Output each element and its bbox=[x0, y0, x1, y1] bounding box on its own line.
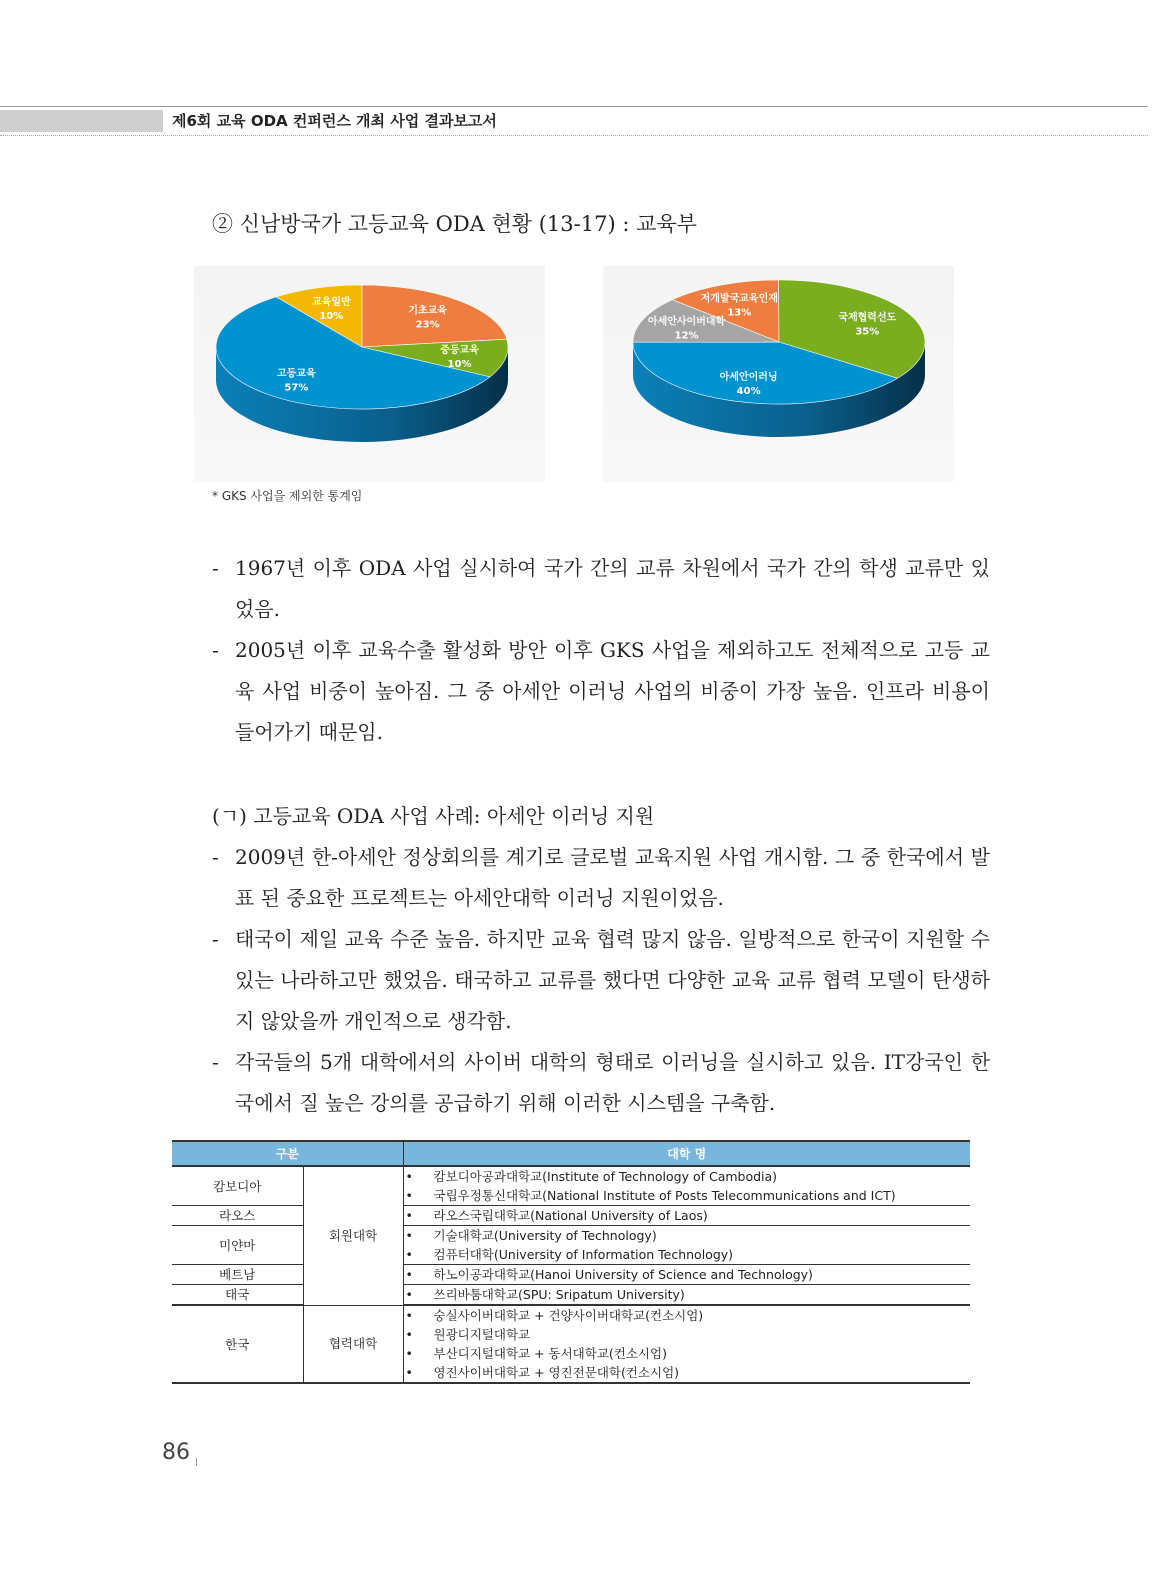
slice-percent: 40% bbox=[736, 386, 761, 398]
header-category: 구분 bbox=[172, 1141, 403, 1166]
member-type-cell: 회원대학 bbox=[303, 1166, 403, 1305]
slice-percent: 23% bbox=[415, 319, 440, 331]
slice-label: 중등교육 bbox=[440, 344, 479, 356]
header-university-name: 대학 명 bbox=[403, 1141, 970, 1166]
slice-label: 교육일반 bbox=[312, 296, 351, 308]
slice-label: 아세안이러닝 bbox=[719, 372, 778, 384]
country-cell: 라오스 bbox=[172, 1206, 303, 1226]
dash: - bbox=[212, 845, 219, 869]
country-cell: 태국 bbox=[172, 1285, 303, 1306]
chart-footnote: * GKS 사업을 제외한 통계임 bbox=[212, 489, 363, 503]
paragraph-text: 2005년 이후 교육수출 활성화 방안 이후 GKS 사업을 제외하고도 전체적으로 고등 교육 사업 비중이 높아짐. 그 중 아세안 이러닝 사업의 비중이 가장 높음. 인프라 비용이 들어가기 때문임. bbox=[235, 638, 990, 744]
university-list bbox=[403, 1305, 970, 1383]
pie-chart-2-svg bbox=[603, 266, 956, 482]
list-item: • 쓰리바툼대학교(SPU: Sripatum University) bbox=[404, 1285, 971, 1304]
dash: - bbox=[212, 556, 219, 580]
partner-type-cell: 협력대학 bbox=[303, 1305, 403, 1383]
section-title: ② 신남방국가 고등교육 ODA 현황 (13-17) : 교육부 bbox=[212, 212, 697, 236]
paragraph-text: 태국이 제일 교육 수준 높음. 하지만 교육 협력 많지 않음. 일방적으로 한국이 지원할 수 있는 나라하고만 했었음. 태국하고 교류를 했다면 다양한 교육 교류 협력 모델이 탄생하지 않았을까 개인적으로 생각함. bbox=[235, 927, 990, 1033]
paragraph-text: 각국들의 5개 대학에서의 사이버 대학의 형태로 이러닝을 실시하고 있음. IT강국인 한국에서 질 높은 강의를 공급하기 위해 이러한 시스템을 구축함. bbox=[235, 1050, 990, 1115]
table-header-row bbox=[172, 1141, 970, 1166]
slice-percent: 35% bbox=[855, 326, 880, 338]
table-row bbox=[172, 1265, 970, 1285]
list-item: • 국립우정통신대학교(National Institute of Posts Telecommunications and ICT) bbox=[404, 1186, 971, 1205]
table-row bbox=[172, 1206, 970, 1226]
bullet-paragraph bbox=[212, 837, 990, 919]
slice-label: 저개발국교육인재 bbox=[700, 293, 778, 305]
page-number: 86 bbox=[162, 1440, 190, 1465]
pie-chart-1-svg bbox=[194, 266, 545, 482]
dash: - bbox=[212, 638, 219, 662]
table-row bbox=[172, 1166, 970, 1206]
pie-chart-1 bbox=[194, 266, 545, 482]
dash: - bbox=[212, 1050, 219, 1074]
list-item: • 숭실사이버대학교 + 건양사이버대학교(컨소시엄) bbox=[404, 1306, 971, 1325]
university-list bbox=[403, 1166, 970, 1206]
country-cell: 캄보디아 bbox=[172, 1166, 303, 1206]
list-item: • 라오스국립대학교(National University of Laos) bbox=[404, 1206, 971, 1225]
page-number-divider bbox=[196, 1458, 197, 1466]
university-table bbox=[172, 1140, 970, 1384]
list-item: • 하노이공과대학교(Hanoi University of Science and Technology) bbox=[404, 1265, 971, 1284]
list-item: • 영진사이버대학교 + 영진전문대학(컨소시엄) bbox=[404, 1363, 971, 1382]
slice-percent: 57% bbox=[284, 382, 309, 394]
bullet-paragraph bbox=[212, 548, 990, 630]
list-item: • 컴퓨터대학(University of Information Technology) bbox=[404, 1245, 971, 1264]
bullet-paragraph bbox=[212, 919, 990, 1042]
dash: - bbox=[212, 927, 219, 951]
university-list bbox=[403, 1285, 970, 1306]
body-section-2 bbox=[212, 796, 990, 1124]
running-header-title: 제6회 교육 ODA 컨퍼런스 개최 사업 결과보고서 bbox=[172, 112, 497, 130]
header-dotted-rule bbox=[0, 135, 1148, 136]
university-list bbox=[403, 1206, 970, 1226]
paragraph-text: 1967년 이후 ODA 사업 실시하여 국가 간의 교류 차원에서 국가 간의 학생 교류만 있었음. bbox=[235, 556, 990, 621]
university-list bbox=[403, 1265, 970, 1285]
slice-label: 고등교육 bbox=[277, 368, 316, 380]
country-cell: 한국 bbox=[172, 1305, 303, 1383]
list-item: • 캄보디아공과대학교(Institute of Technology of Cambodia) bbox=[404, 1167, 971, 1186]
body-section-1 bbox=[212, 548, 990, 753]
list-item: • 기술대학교(University of Technology) bbox=[404, 1226, 971, 1245]
bullet-paragraph bbox=[212, 1042, 990, 1124]
header-rule bbox=[0, 106, 1148, 107]
table-row bbox=[172, 1226, 970, 1265]
paragraph-text: 2009년 한-아세안 정상회의를 계기로 글로벌 교육지원 사업 개시함. 그 중 한국에서 발표 된 중요한 프로젝트는 아세안대학 이러닝 지원이었음. bbox=[235, 845, 990, 910]
list-item: • 부산디지털대학교 + 동서대학교(컨소시엄) bbox=[404, 1344, 971, 1363]
list-item: • 원광디지털대학교 bbox=[404, 1325, 971, 1344]
slice-label: 기초교육 bbox=[408, 305, 447, 317]
case-title: (ㄱ) 고등교육 ODA 사업 사례: 아세안 이러닝 지원 bbox=[212, 804, 655, 828]
country-cell: 미얀마 bbox=[172, 1226, 303, 1265]
table-row bbox=[172, 1285, 970, 1306]
slice-percent: 12% bbox=[674, 330, 699, 342]
slice-label: 아세안사이버대학 bbox=[647, 316, 726, 328]
country-cell: 베트남 bbox=[172, 1265, 303, 1285]
header-gray-block bbox=[0, 110, 163, 132]
university-list bbox=[403, 1226, 970, 1265]
pie-chart-2 bbox=[603, 266, 954, 482]
slice-percent: 10% bbox=[447, 358, 472, 370]
slice-label: 국제협력선도 bbox=[838, 312, 897, 324]
slice-percent: 13% bbox=[727, 307, 752, 319]
slice-percent: 10% bbox=[319, 310, 344, 322]
table-row bbox=[172, 1305, 970, 1383]
bullet-paragraph bbox=[212, 630, 990, 753]
